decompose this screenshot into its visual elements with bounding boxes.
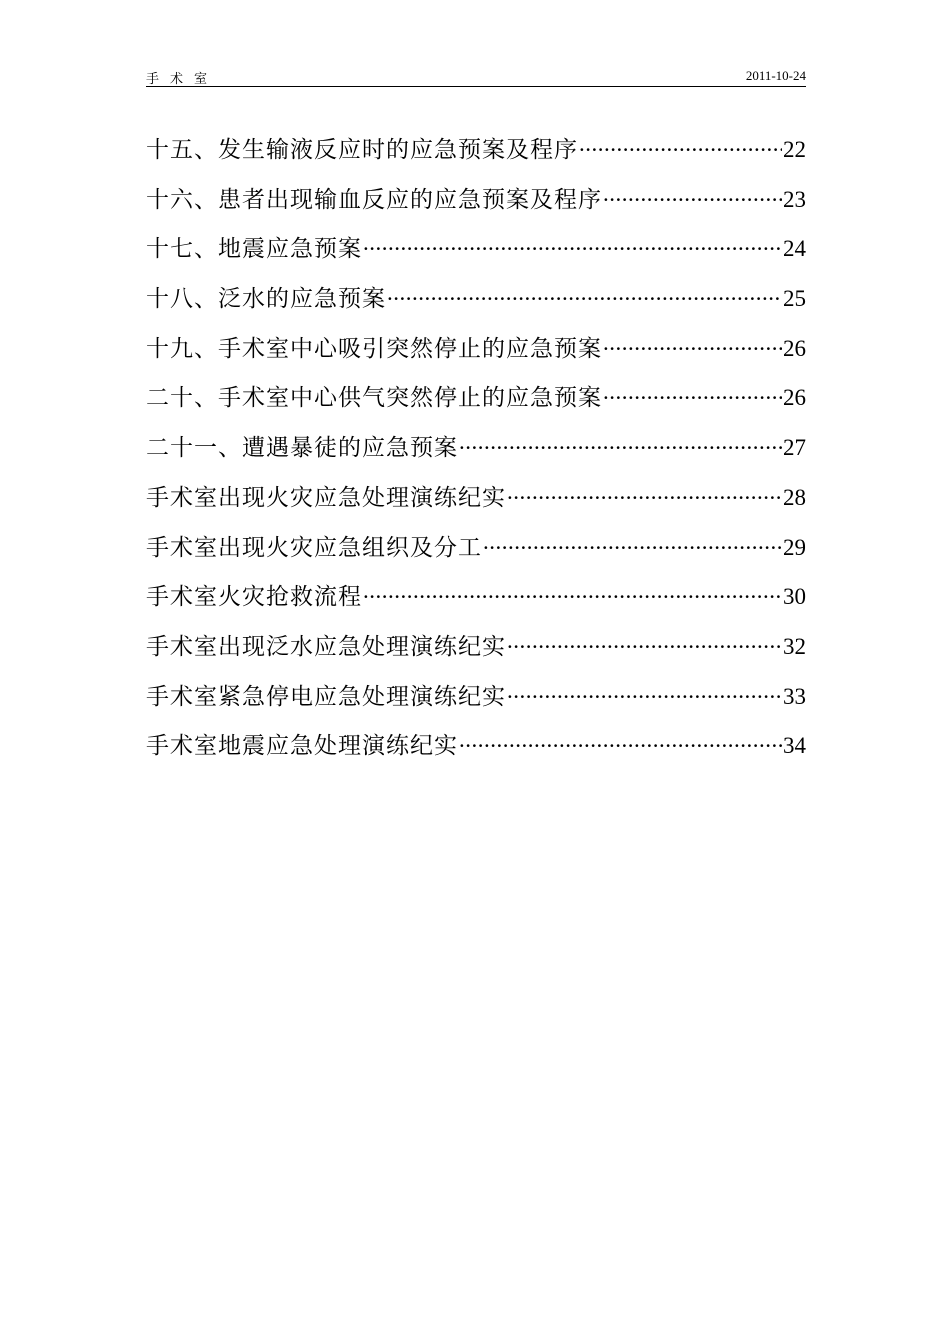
toc-entry[interactable] — [146, 479, 806, 529]
toc-dot-leader — [363, 233, 782, 256]
toc-page-number: 26 — [783, 385, 806, 411]
toc-entry-title: 手术室出现火灾应急处理演练纪实 — [146, 484, 506, 510]
toc-entry[interactable] — [146, 330, 806, 380]
toc-dot-leader — [507, 482, 782, 505]
toc-entry-title: 二十、手术室中心供气突然停止的应急预案 — [146, 385, 602, 411]
toc-dot-leader — [579, 134, 782, 157]
toc-dot-leader — [459, 730, 782, 753]
toc-page-number: 22 — [783, 137, 806, 162]
page-header — [146, 66, 806, 87]
toc-dot-leader — [363, 581, 782, 604]
header-date: 2011-10-24 — [745, 68, 806, 83]
toc-dot-leader — [603, 382, 782, 405]
toc-dot-leader — [507, 681, 782, 704]
header-department: 手术室 — [146, 71, 219, 86]
toc-entry[interactable] — [146, 230, 806, 280]
toc-page-number: 28 — [783, 484, 806, 510]
toc-page-number: 32 — [783, 633, 806, 659]
toc-dot-leader — [483, 532, 782, 555]
toc-page-number: 23 — [783, 186, 806, 212]
toc-page-number: 30 — [783, 584, 806, 610]
toc-dot-leader — [603, 333, 782, 356]
toc-entry[interactable] — [146, 280, 806, 330]
toc-entry[interactable] — [146, 529, 806, 579]
toc-entry-title: 十八、泛水的应急预案 — [146, 286, 386, 312]
toc-entry[interactable] — [146, 578, 806, 628]
toc-entry[interactable] — [146, 379, 806, 429]
toc-entry-title: 手术室火灾抢救流程 — [146, 584, 362, 610]
toc-page-number: 29 — [783, 534, 806, 560]
toc-dot-leader — [603, 184, 782, 207]
toc-page-number: 33 — [783, 683, 806, 709]
toc-entry[interactable] — [146, 429, 806, 479]
toc-dot-leader — [459, 432, 782, 455]
toc-entry-title: 十九、手术室中心吸引突然停止的应急预案 — [146, 335, 602, 361]
toc-dot-leader — [507, 631, 782, 654]
toc-entry[interactable] — [146, 678, 806, 728]
toc-entry-title: 手术室紧急停电应急处理演练纪实 — [146, 683, 506, 709]
toc-page-number: 26 — [783, 335, 806, 361]
table-of-contents — [146, 131, 806, 777]
toc-entry[interactable] — [146, 628, 806, 678]
toc-entry[interactable] — [146, 727, 806, 777]
toc-page-number: 27 — [783, 435, 806, 461]
toc-page-number: 24 — [783, 236, 806, 262]
toc-entry-title: 二十一、遭遇暴徒的应急预案 — [146, 435, 458, 461]
toc-page-number: 34 — [783, 733, 806, 759]
toc-entry-title: 手术室出现泛水应急处理演练纪实 — [146, 633, 506, 659]
toc-entry-title: 十七、地震应急预案 — [146, 236, 362, 262]
toc-entry[interactable] — [146, 181, 806, 231]
toc-entry-title: 十五、发生输液反应时的应急预案及程序 — [146, 137, 578, 162]
toc-entry-title: 手术室出现火灾应急组织及分工 — [146, 534, 482, 560]
toc-entry-title: 十六、患者出现输血反应的应急预案及程序 — [146, 186, 602, 212]
toc-page-number: 25 — [783, 286, 806, 312]
toc-entry[interactable] — [146, 131, 806, 181]
toc-dot-leader — [387, 283, 782, 306]
toc-entry-title: 手术室地震应急处理演练纪实 — [146, 733, 458, 759]
